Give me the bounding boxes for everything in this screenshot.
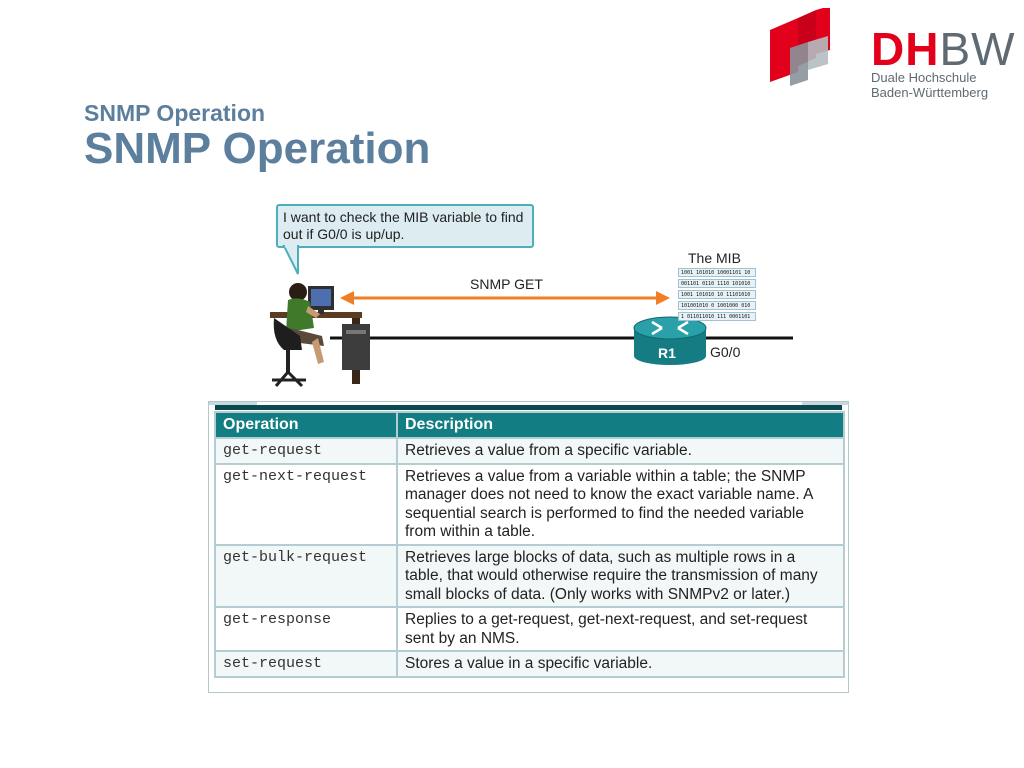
dhbw-logo xyxy=(768,8,1018,103)
mib-row: 1 011011010 111 0001101 xyxy=(678,312,756,321)
description-cell: Replies to a get-request, get-next-request, and set-request sent by an NMS. xyxy=(398,608,843,650)
operation-cell: get-next-request xyxy=(216,465,396,544)
router-label: R1 xyxy=(658,345,676,361)
logo-wordmark xyxy=(871,22,1016,76)
table-row xyxy=(216,608,843,650)
logo-text-dh: DH xyxy=(871,23,940,75)
table-row xyxy=(216,465,843,544)
logo-subtitle xyxy=(871,70,988,100)
frame-topbar xyxy=(215,405,842,410)
description-cell: Stores a value in a specific variable. xyxy=(398,652,843,676)
table-row xyxy=(216,652,843,676)
interface-label: G0/0 xyxy=(710,344,741,360)
speech-bubble-tail xyxy=(284,246,298,274)
table-row xyxy=(216,439,843,463)
description-cell: Retrieves a value from a specific variable. xyxy=(398,439,843,463)
snmp-get-label: SNMP GET xyxy=(470,276,543,292)
snmp-get-arrow xyxy=(340,291,670,305)
operations-table xyxy=(214,411,845,678)
page-title: SNMP Operation xyxy=(84,124,431,173)
header-operation: Operation xyxy=(216,413,396,437)
description-cell: Retrieves a value from a variable within a table; the SNMP manager does not need to know the exact variable name. A sequential search is performed to find the needed variable from within a table. xyxy=(398,465,843,544)
mib-row: 1001 101010 10 11101010 xyxy=(678,290,756,299)
mib-row: 001101 0110 1110 101010 xyxy=(678,279,756,288)
mib-label: The MIB xyxy=(688,250,741,266)
mib-grid xyxy=(678,268,756,323)
mib-row: 1001 101010 10001101 10 xyxy=(678,268,756,277)
operation-cell: get-response xyxy=(216,608,396,650)
header-description: Description xyxy=(398,413,843,437)
operation-cell: get-bulk-request xyxy=(216,546,396,607)
mib-row: 101001010 0 1001000 010 xyxy=(678,301,756,310)
dhbw-logo-mark-icon xyxy=(768,8,868,88)
description-cell: Retrieves large blocks of data, such as multiple rows in a table, that would otherwise require the transmission of many small blocks of data. (Only works with SNMPv2 or later.) xyxy=(398,546,843,607)
logo-text-bw: BW xyxy=(939,23,1016,75)
logo-line-2: Baden-Württemberg xyxy=(871,85,989,100)
table-header-row xyxy=(216,413,843,437)
snmp-diagram xyxy=(260,200,820,400)
operation-cell: set-request xyxy=(216,652,396,676)
operation-cell: get-request xyxy=(216,439,396,463)
speech-bubble: I want to check the MIB variable to find out if G0/0 is up/up. xyxy=(276,204,534,248)
table-row xyxy=(216,546,843,607)
section-subtitle: SNMP Operation xyxy=(84,100,266,126)
logo-line-1: Duale Hochschule xyxy=(871,70,977,85)
operations-table-frame xyxy=(208,401,849,693)
